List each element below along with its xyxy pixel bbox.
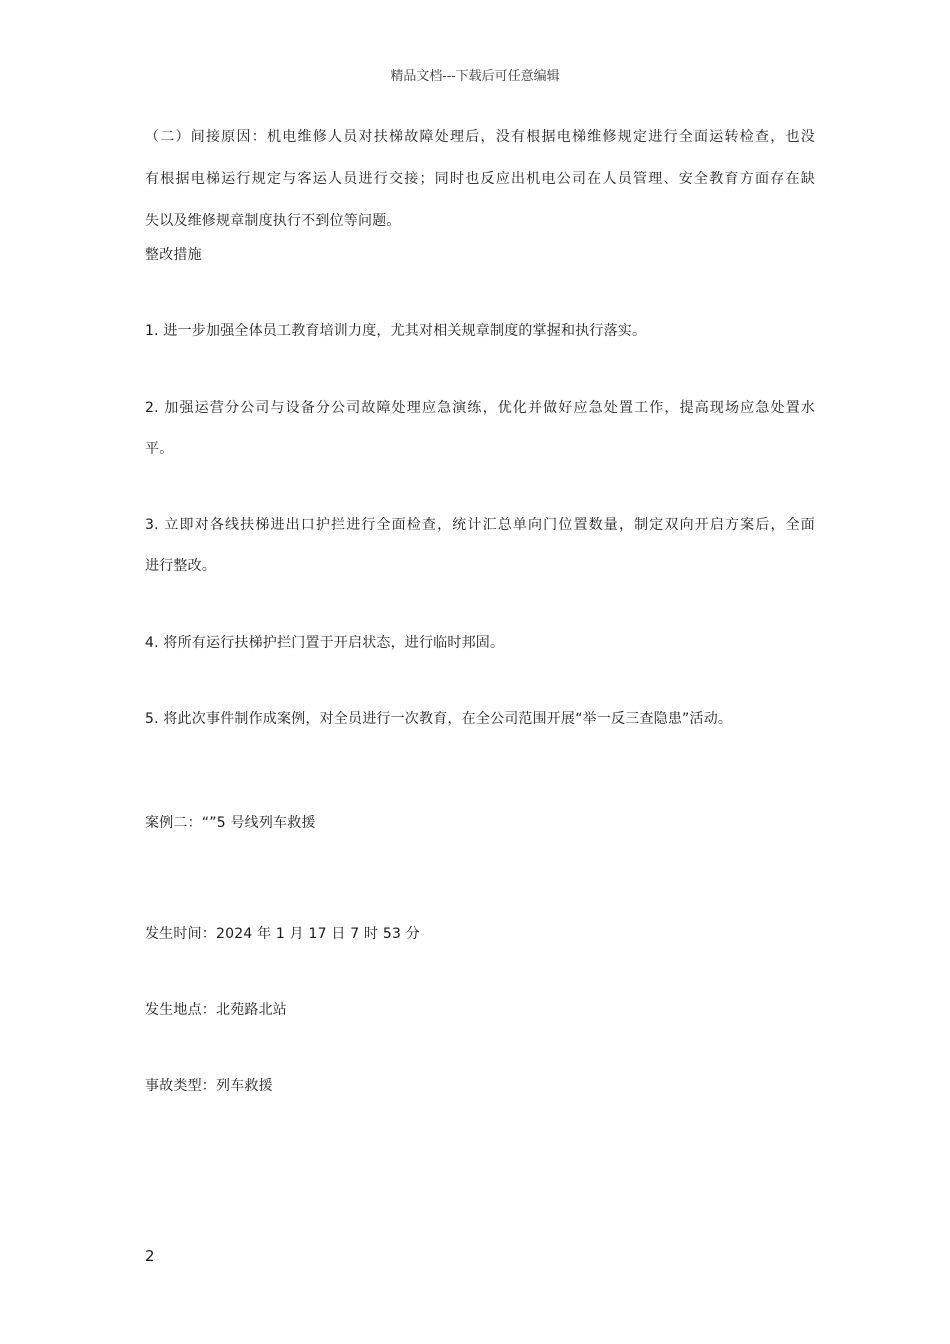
- document-header: 精品文档---下载后可任意编辑: [390, 69, 560, 84]
- case2-title: 案例二：“”5 号线列车救援: [145, 815, 316, 831]
- measure-item-2-line-2: 平。: [145, 441, 174, 457]
- measure-item-3-line-1: 3. 立即对各线扶梯进出口护拦进行全面检查，统计汇总单向门位置数量，制定双向开启方案后，全面: [145, 517, 815, 533]
- measure-item-5: 5. 将此次事件制作成案例，对全员进行一次教育，在全公司范围开展“举一反三查隐患”活动。: [145, 711, 733, 727]
- page-number: 2: [145, 1247, 155, 1265]
- measure-item-4: 4. 将所有运行扶梯护拦门置于开启状态，进行临时邦固。: [145, 635, 505, 651]
- case2-type: 事故类型：列车救援: [145, 1078, 273, 1094]
- indirect-cause-line-1: （二）间接原因：机电维修人员对扶梯故障处理后，没有根据电梯维修规定进行全面运转检查，也没: [145, 129, 815, 145]
- measure-item-1: 1. 进一步加强全体员工教育培训力度，尤其对相关规章制度的掌握和执行落实。: [145, 323, 647, 339]
- case2-time: 发生时间：2024 年 1 月 17 日 7 时 53 分: [145, 926, 420, 942]
- case2-location: 发生地点：北苑路北站: [145, 1002, 287, 1018]
- measure-item-3-line-2: 进行整改。: [145, 558, 216, 574]
- indirect-cause-line-2: 有根据电梯运行规定与客运人员进行交接；同时也反应出机电公司在人员管理、安全教育方面存在缺: [145, 171, 815, 187]
- measures-heading: 整改措施: [145, 247, 202, 263]
- indirect-cause-line-3: 失以及维修规章制度执行不到位等问题。: [145, 213, 401, 229]
- measure-item-2-line-1: 2. 加强运营分公司与设备分公司故障处理应急演练，优化并做好应急处置工作，提高现场应急处置水: [145, 400, 815, 416]
